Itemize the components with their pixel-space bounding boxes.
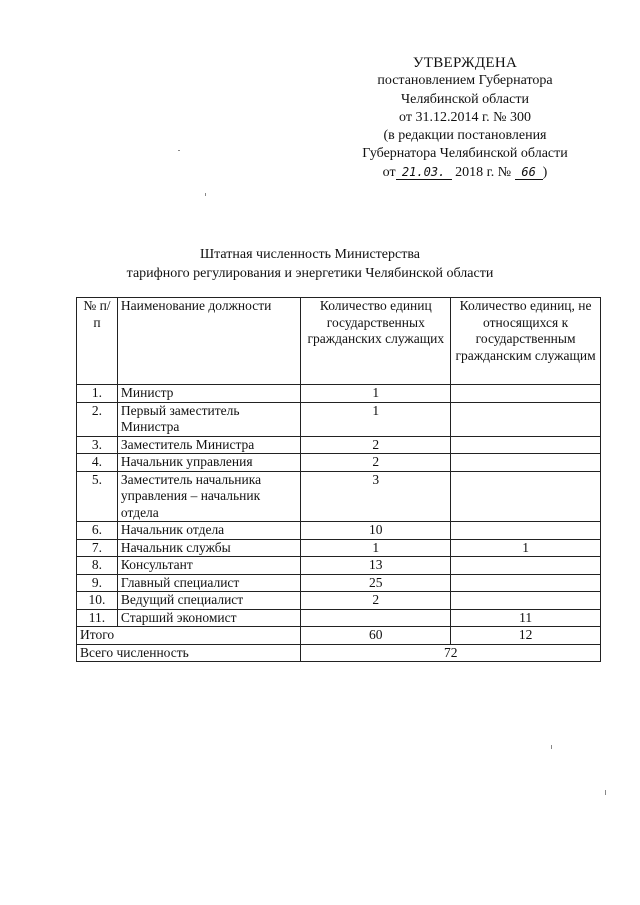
date-mid: 2018 г. № — [455, 164, 512, 180]
cell-civil — [301, 609, 451, 627]
cell-civil: 1 — [301, 385, 451, 403]
approval-line: Челябинской области — [401, 91, 529, 107]
cell-position: Заместитель начальника управления – начальник отдела — [117, 471, 301, 522]
cell-noncivil — [451, 522, 601, 540]
cell-num: 8. — [77, 557, 118, 575]
cell-noncivil — [451, 557, 601, 575]
cell-position: Консультант — [117, 557, 301, 575]
total-noncivil: 12 — [451, 627, 601, 645]
table-row — [77, 454, 601, 472]
header-civil: Количество единиц государственных гражданских служащих — [301, 298, 451, 385]
table-row — [77, 557, 601, 575]
scan-speck — [178, 150, 180, 151]
cell-num: 2. — [77, 402, 118, 436]
cell-civil: 13 — [301, 557, 451, 575]
cell-num: 11. — [77, 609, 118, 627]
scan-speck — [205, 193, 206, 196]
handwritten-number: 66 — [515, 165, 543, 180]
approval-heading: УТВЕРЖДЕНА — [412, 55, 518, 71]
table-row — [77, 522, 601, 540]
cell-civil: 2 — [301, 436, 451, 454]
approval-line: от 31.12.2014 г. № 300 — [399, 109, 531, 125]
cell-civil: 1 — [301, 402, 451, 436]
cell-position: Начальник службы — [117, 539, 301, 557]
grand-total-row — [77, 644, 601, 662]
cell-noncivil — [451, 454, 601, 472]
header-noncivil: Количество единиц, не относящихся к государственным гражданским служащим — [451, 298, 601, 385]
cell-num: 5. — [77, 471, 118, 522]
title-line: тарифного регулирования и энергетики Челябинской области — [126, 266, 494, 281]
cell-noncivil: 1 — [451, 539, 601, 557]
cell-num: 3. — [77, 436, 118, 454]
grand-total-label: Всего численность — [77, 644, 301, 662]
table-row — [77, 471, 601, 522]
table-header-row — [77, 298, 601, 385]
date-prefix: от — [382, 164, 396, 180]
cell-num: 1. — [77, 385, 118, 403]
cell-position: Начальник управления — [117, 454, 301, 472]
cell-noncivil — [451, 471, 601, 522]
cell-position: Ведущий специалист — [117, 592, 301, 610]
cell-noncivil — [451, 574, 601, 592]
cell-num: 7. — [77, 539, 118, 557]
cell-civil: 2 — [301, 454, 451, 472]
approval-line: Губернатора Челябинской области — [362, 146, 568, 162]
cell-position: Начальник отдела — [117, 522, 301, 540]
cell-num: 4. — [77, 454, 118, 472]
cell-position: Первый заместитель Министра — [117, 402, 301, 436]
table-row — [77, 436, 601, 454]
scan-speck — [605, 790, 606, 795]
cell-civil: 10 — [301, 522, 451, 540]
cell-position: Министр — [117, 385, 301, 403]
table-row — [77, 402, 601, 436]
table-row — [77, 385, 601, 403]
cell-noncivil — [451, 436, 601, 454]
approval-block — [330, 54, 600, 182]
scan-speck — [551, 745, 552, 749]
cell-civil: 25 — [301, 574, 451, 592]
header-position: Наименование должности — [117, 298, 301, 385]
cell-noncivil: 11 — [451, 609, 601, 627]
approval-line: постановлением Губернатора — [377, 73, 553, 89]
document-title — [80, 245, 540, 283]
title-line: Штатная численность Министерства — [200, 247, 420, 262]
total-civil: 60 — [301, 627, 451, 645]
total-label: Итого — [77, 627, 301, 645]
table-row — [77, 574, 601, 592]
handwritten-date: 21.03. — [396, 165, 452, 180]
total-row — [77, 627, 601, 645]
cell-civil: 1 — [301, 539, 451, 557]
cell-noncivil — [451, 385, 601, 403]
cell-num: 10. — [77, 592, 118, 610]
header-num: № п/п — [77, 298, 118, 385]
close-paren: ) — [542, 164, 548, 180]
cell-num: 6. — [77, 522, 118, 540]
cell-position: Старший экономист — [117, 609, 301, 627]
grand-total-value: 72 — [301, 644, 601, 662]
table-row — [77, 539, 601, 557]
table-row — [77, 592, 601, 610]
cell-noncivil — [451, 402, 601, 436]
staff-table — [76, 297, 601, 662]
cell-civil: 3 — [301, 471, 451, 522]
cell-num: 9. — [77, 574, 118, 592]
cell-civil: 2 — [301, 592, 451, 610]
table-row — [77, 609, 601, 627]
cell-position: Заместитель Министра — [117, 436, 301, 454]
cell-position: Главный специалист — [117, 574, 301, 592]
cell-noncivil — [451, 592, 601, 610]
approval-date-line — [330, 164, 600, 182]
approval-line: (в редакции постановления — [383, 128, 547, 144]
